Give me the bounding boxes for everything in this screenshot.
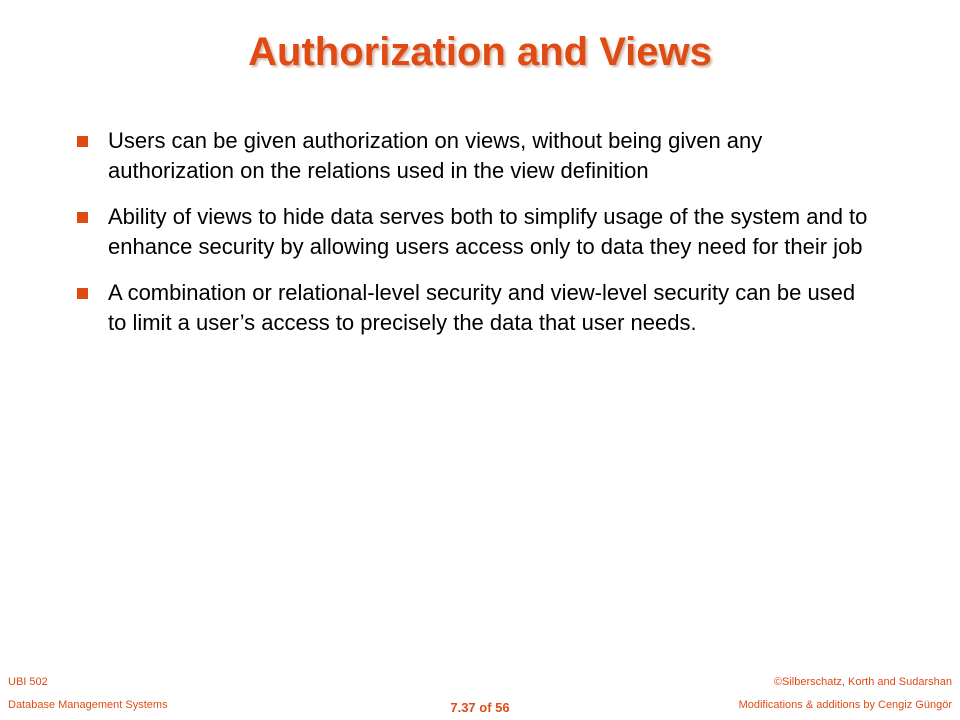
footer-modifications: Modifications & additions by Cengiz Güngör — [738, 699, 952, 711]
footer-course-name: Database Management Systems — [8, 699, 168, 711]
footer-page-number: 7.37 of 56 — [450, 700, 510, 715]
footer-copyright: ©Silberschatz, Korth and Sudarshan — [773, 676, 952, 688]
bullet-list — [74, 126, 874, 354]
bullet-text: Ability of views to hide data serves both to simplify usage of the system and to enhance security by allowing users access only to data they need for their job — [108, 204, 868, 259]
square-bullet-icon — [77, 288, 88, 299]
square-bullet-icon — [77, 136, 88, 147]
bullet-item — [74, 126, 874, 186]
bullet-item — [74, 202, 874, 262]
bullet-text: A combination or relational-level security and view-level security can be used to limit a user’s access to precisely the data that user needs. — [108, 280, 856, 335]
square-bullet-icon — [77, 212, 88, 223]
bullet-item — [74, 278, 874, 338]
footer-course-code: UBI 502 — [8, 676, 48, 688]
slide-title: Authorization and Views — [248, 30, 712, 74]
bullet-text: Users can be given authorization on views, without being given any authorization on the relations used in the view definition — [108, 128, 763, 183]
